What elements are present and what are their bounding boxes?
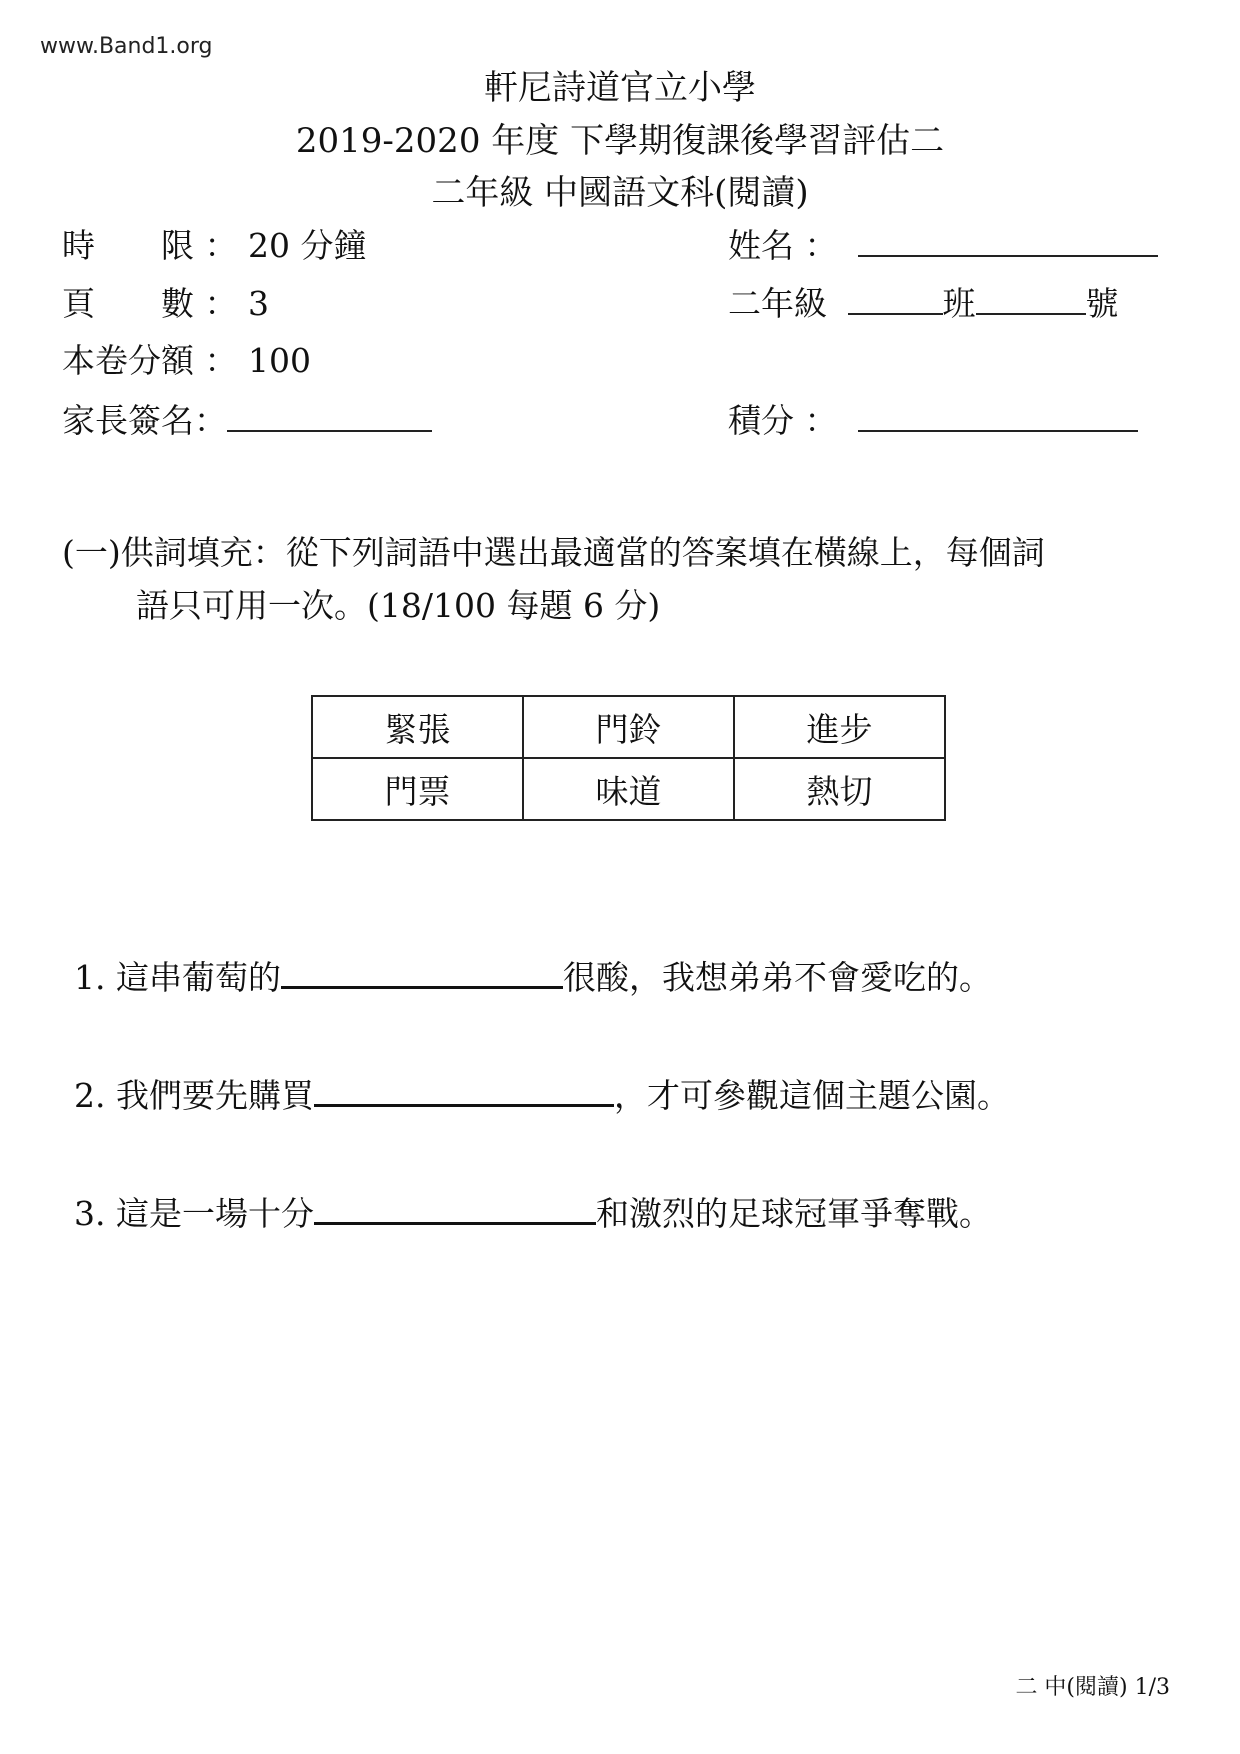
word-bank-row — [312, 758, 945, 820]
question-text-after: 和激烈的足球冠軍爭奪戰。 — [596, 1194, 992, 1233]
time-limit — [62, 220, 366, 267]
number-unit: 號 — [1085, 284, 1119, 323]
question-number: 3. — [74, 1194, 106, 1233]
marks-value: 100 — [248, 341, 311, 380]
page-count — [62, 278, 269, 325]
word-bank-cell: 味道 — [523, 758, 734, 820]
school-name: 軒尼詩道官立小學 — [484, 68, 756, 108]
question-text-after: 很酸，我想弟弟不會愛吃的。 — [563, 958, 992, 997]
student-name — [728, 220, 1158, 267]
class-label: 二年級 — [728, 284, 827, 323]
answer-blank-2[interactable] — [314, 1103, 614, 1107]
parent-sign-line[interactable] — [227, 430, 432, 432]
word-bank-row — [312, 696, 945, 758]
score — [728, 395, 1138, 442]
question-1 — [74, 952, 992, 999]
name-label: 姓名 ： — [728, 226, 838, 265]
pages-label: 頁 數 ： — [62, 284, 238, 323]
word-bank-cell: 熱切 — [734, 758, 945, 820]
word-bank-table — [311, 695, 946, 821]
class-line[interactable] — [848, 313, 943, 315]
word-bank-cell: 進步 — [734, 696, 945, 758]
class-unit: 班 — [942, 284, 976, 323]
parent-signature — [62, 395, 432, 442]
question-number: 1. — [74, 958, 106, 997]
question-text-before: 這串葡萄的 — [116, 958, 281, 997]
question-2 — [74, 1070, 1010, 1117]
word-bank-cell: 門票 — [312, 758, 523, 820]
question-text-after: ，才可參觀這個主題公園。 — [614, 1076, 1010, 1115]
answer-blank-1[interactable] — [281, 985, 563, 989]
total-marks — [62, 335, 311, 382]
assessment-title: 2019-2020 年度 下學期復課後學習評估二 — [295, 121, 945, 161]
score-label: 積分 ： — [728, 401, 838, 440]
number-line[interactable] — [976, 313, 1086, 315]
question-3 — [74, 1188, 992, 1235]
question-number: 2. — [74, 1076, 106, 1115]
question-text-before: 我們要先購買 — [116, 1076, 314, 1115]
pages-value: 3 — [248, 284, 269, 323]
watermark: www.Band1.org — [40, 34, 213, 59]
word-bank-cell: 門鈴 — [523, 696, 734, 758]
score-line[interactable] — [858, 430, 1138, 432]
subject-title: 二年級 中國語文科(閱讀) — [431, 173, 809, 213]
time-value: 20 分鐘 — [248, 226, 367, 265]
section-heading-line2: 語只可用一次。(18/100 每題 6 分) — [136, 586, 661, 625]
time-label: 時 限 ： — [62, 226, 238, 265]
question-text-before: 這是一場十分 — [116, 1194, 314, 1233]
word-bank-cell: 緊張 — [312, 696, 523, 758]
class-number — [728, 278, 1119, 325]
section-heading-line1: (一)供詞填充：從下列詞語中選出最適當的答案填在橫線上，每個詞 — [62, 533, 1045, 572]
marks-label: 本卷分額 ： — [62, 341, 238, 380]
parent-sign-label: 家長簽名： — [62, 401, 227, 440]
page-footer: 二 中(閱讀) 1/3 — [1015, 1675, 1170, 1700]
name-line[interactable] — [858, 255, 1158, 257]
answer-blank-3[interactable] — [314, 1221, 596, 1225]
